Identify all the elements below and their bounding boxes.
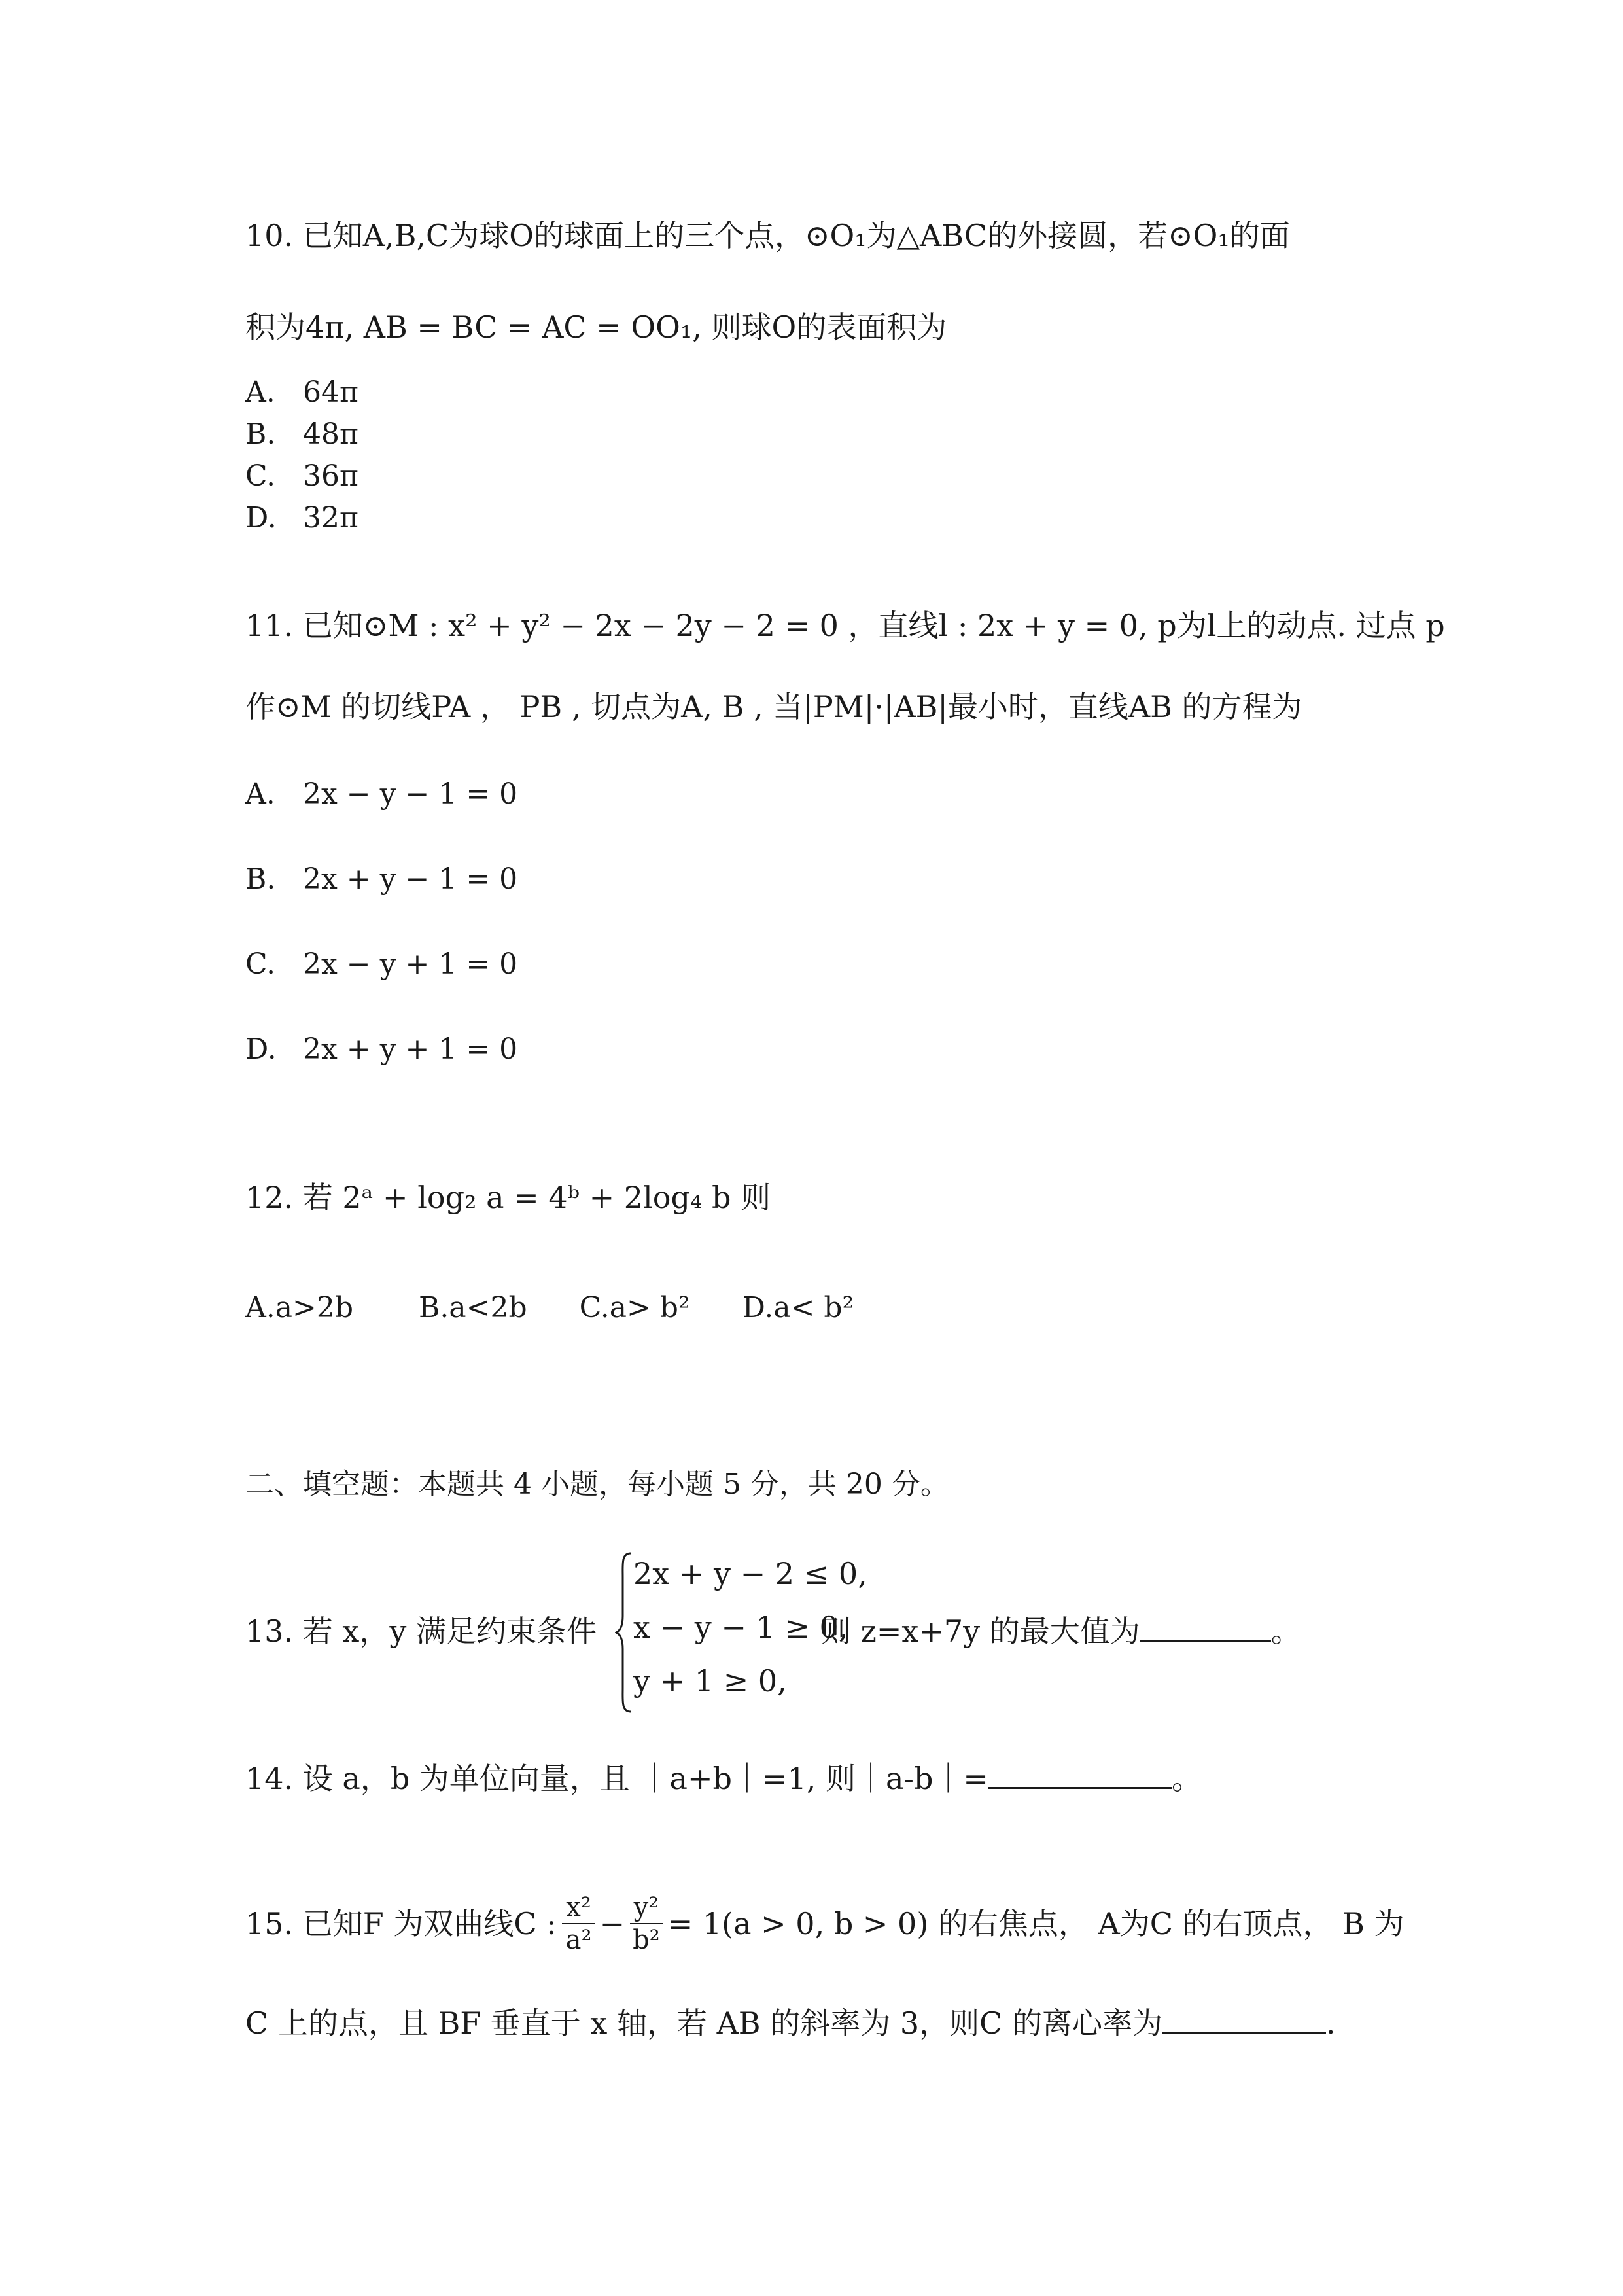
fraction-denominator: a² [565,1925,592,1955]
q13-suffix-text: 则 z=x+7y 的最大值为 [821,1614,1140,1649]
option-label: C. [579,1291,610,1324]
q11-line1: 11. 已知⊙M : x² + y² − 2x − 2y − 2 = 0 ，直线l : 2x + y = 0, p为l上的动点. 过点 p [245,608,1445,643]
q11-option-a [245,777,518,811]
option-label: C. [245,947,276,981]
q11-option-b [245,862,518,896]
q10-option-c [245,459,358,493]
option-label: B. [419,1291,449,1324]
q12-option-b [419,1291,527,1324]
q13-end: 。 [1270,1614,1301,1649]
q15-line2-text: C 上的点，且 BF 垂直于 x 轴，若 AB 的斜率为 3，则C 的离心率为 [245,2005,1162,2041]
option-value: a>2b [275,1291,354,1324]
q15-after: = 1(a > 0, b > 0) 的右焦点， A为C 的右顶点， B 为 [667,1906,1405,1941]
option-label: D. [742,1291,774,1324]
option-label: D. [245,1033,277,1066]
q15-line2 [245,2005,1336,2041]
q15-end: . [1325,2005,1336,2041]
q14-line [245,1761,1202,1796]
q11-option-d [245,1035,517,1064]
q12-option-c [580,1291,690,1324]
q13-constraint-1: 2x + y − 2 ≤ 0, [633,1556,867,1591]
q14-text: 14. 设 a，b 为单位向量，且 ｜a+b｜=1, 则｜a-b｜= [245,1761,988,1796]
q13-constraint-2: x − y − 1 ≥ 0, [633,1610,848,1645]
q14-end: 。 [1171,1761,1202,1796]
option-value: 36π [303,459,358,493]
option-value: 32π [303,501,358,535]
q11-option-c [245,947,518,981]
option-label: B. [245,862,276,896]
q10-line1: 10. 已知A,B,C为球O的球面上的三个点，⊙O₁为△ABC的外接圆，若⊙O₁的面 [245,218,1290,253]
q11-line2: 作⊙M 的切线PA ， PB , 切点为A, B , 当|PM|·|AB|最小时，直线AB 的方程为 [245,689,1302,724]
option-value: 2x − y − 1 = 0 [303,777,518,811]
fraction-numerator: y² [630,1894,663,1924]
answer-blank[interactable] [1162,2030,1326,2034]
answer-blank[interactable] [1140,1638,1271,1642]
option-label: C. [245,459,276,493]
q15-line1 [245,1884,1405,1963]
option-value: 64π [303,376,358,409]
option-value: 2x + y − 1 = 0 [303,862,518,896]
left-brace-icon [615,1551,633,1714]
option-value: 48π [303,417,358,451]
q12-option-d [742,1291,854,1324]
q10-option-a [245,378,358,407]
fraction-denominator: b² [633,1925,660,1955]
option-value: a< b² [773,1291,854,1324]
q10-line2: 积为4π, AB = BC = AC = OO₁, 则球O的表面积为 [245,309,947,345]
option-label: A. [245,777,275,811]
q12-option-a [245,1291,353,1324]
option-label: A. [245,1291,275,1324]
q10-option-b [245,417,358,451]
fraction-x-over-a [562,1894,596,1953]
option-value: a> b² [609,1291,690,1324]
minus-sign: − [599,1906,625,1941]
option-value: 2x − y + 1 = 0 [303,947,518,981]
section-heading: 二、填空题：本题共 4 小题，每小题 5 分，共 20 分。 [245,1468,949,1501]
fraction-numerator: x² [562,1894,595,1924]
q10-option-d [245,501,358,535]
q15-prefix: 15. 已知F 为双曲线C : [245,1906,557,1941]
option-label: A. [245,376,275,409]
q12-stem: 12. 若 2ᵃ + log₂ a = 4ᵇ + 2log₄ b 则 [245,1180,771,1215]
option-value: 2x + y + 1 = 0 [303,1033,518,1066]
answer-blank[interactable] [988,1786,1172,1789]
option-label: D. [245,501,277,535]
q13-constraint-3: y + 1 ≥ 0, [633,1663,787,1699]
fraction-y-over-b [629,1894,664,1953]
option-value: a<2b [449,1291,527,1324]
q13-suffix [821,1614,1301,1649]
option-label: B. [245,417,276,451]
q13-prefix: 13. 若 x，y 满足约束条件 [245,1614,597,1649]
q12-options [245,1291,854,1324]
